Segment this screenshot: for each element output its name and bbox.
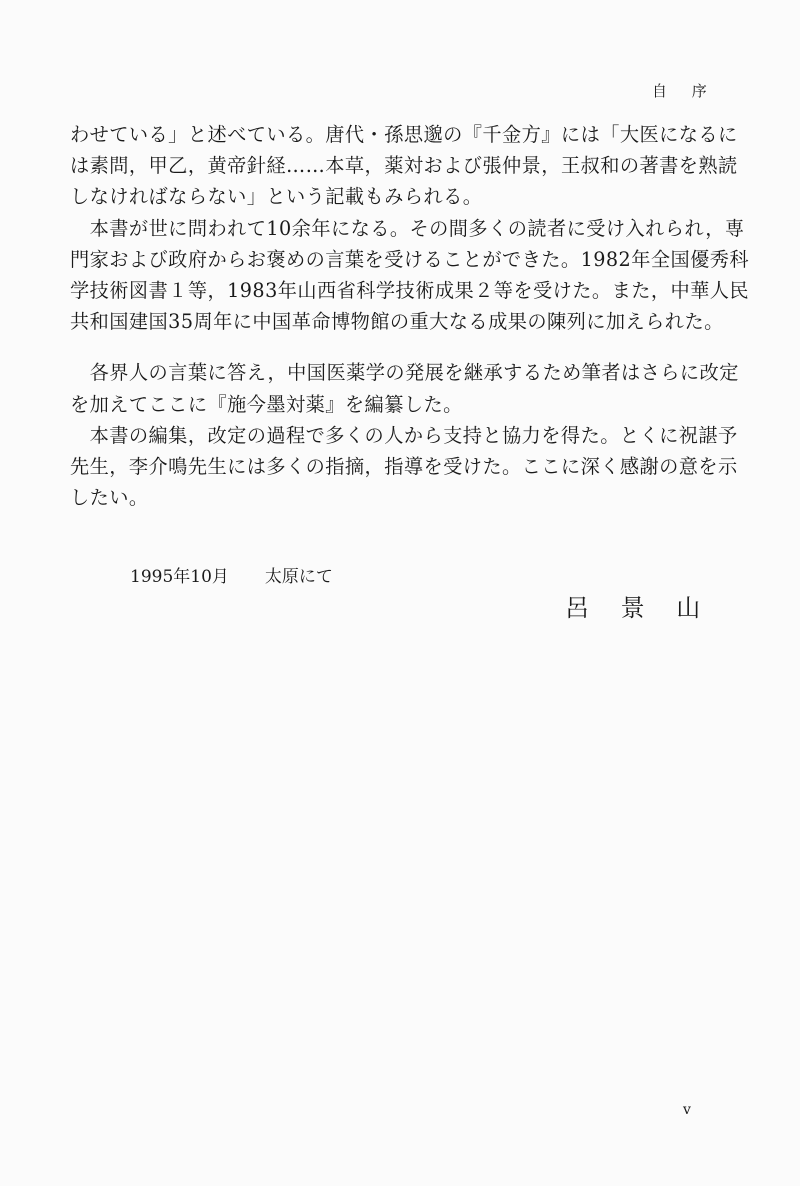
text-line: 各界人の言葉に答え，中国医薬学の発展を継承するため筆者はさらに改定 <box>70 361 739 385</box>
closing-line <box>130 562 333 587</box>
paragraph-3 <box>70 357 739 419</box>
text-line: わせている」と述べている。唐代・孫思邈の『千金方』には「大医になるに <box>70 123 738 146</box>
page-number: v <box>683 1102 691 1118</box>
paragraph-spacer <box>70 337 710 357</box>
text-line: 先生，李介鳴先生には多くの指摘，指導を受けた。ここに深く感謝の意を示 <box>70 454 738 478</box>
text-line: 門家および政府からお褒めの言葉を受けることができた。1982年全国優秀科 <box>70 247 750 271</box>
text-line: 学技術図書１等，1983年山西省科学技術成果２等を受けた。また，中華人民 <box>70 278 750 302</box>
text-line: は素問，甲乙，黄帝針経……本草，薬対および張仲景，王叔和の著書を熟読 <box>70 154 738 178</box>
closing-place: 太原にて <box>264 567 333 587</box>
text-line: 本書の編集，改定の過程で多くの人から支持と協力を得た。とくに祝諶予 <box>70 423 738 447</box>
text-line: 本書が世に問われて10余年になる。その間多くの読者に受け入れられ，専 <box>70 216 745 240</box>
text-line: を加えてここに『施今墨対薬』を編纂した。 <box>70 392 463 416</box>
text-line: しなければならない」という記載もみられる。 <box>70 185 483 209</box>
paragraph-4 <box>70 420 738 514</box>
running-head: 自 序 <box>652 82 717 100</box>
text-line: したい。 <box>70 486 149 510</box>
author-name: 呂 景 山 <box>565 594 713 622</box>
paragraph-2 <box>70 213 750 338</box>
paragraph-1 <box>70 119 738 213</box>
text-line: 共和国建国35周年に中国革命博物館の重大なる成果の陳列に加えられた。 <box>70 310 724 334</box>
body-text <box>70 119 750 513</box>
closing-date: 1995年10月 <box>130 567 229 587</box>
